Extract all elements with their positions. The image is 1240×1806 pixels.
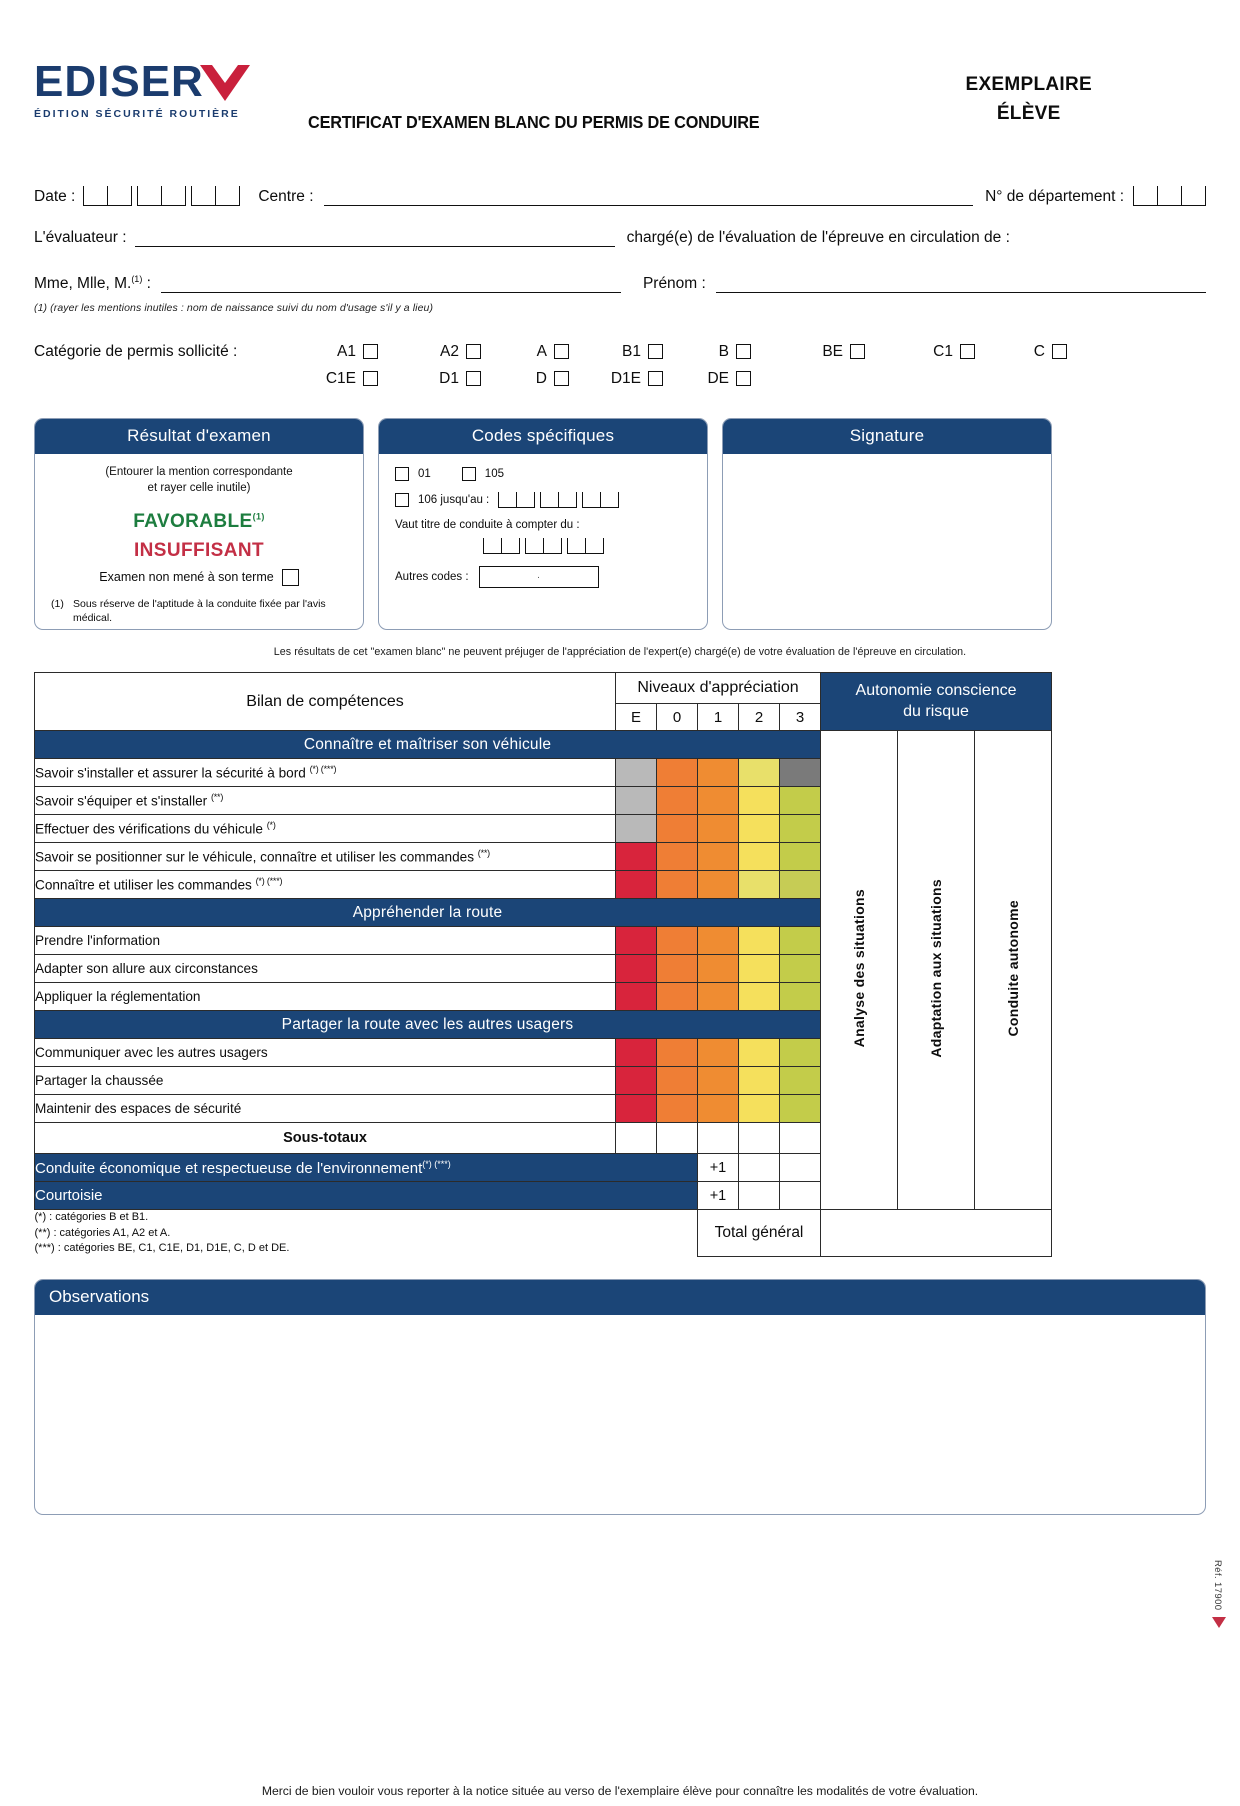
nom-usage-footnote: (1) (rayer les mentions inutiles : nom de naissance suivi du nom d'usage s'il y a lieu) bbox=[34, 302, 434, 315]
result-non-mene-checkbox[interactable] bbox=[282, 569, 299, 586]
level-header-3: 3 bbox=[780, 704, 821, 731]
level-cell-E[interactable] bbox=[616, 983, 657, 1011]
legend-line-3: (***) : catégories BE, C1, C1E, D1, D1E, C, D et DE. bbox=[34, 1242, 290, 1255]
category-option-be[interactable] bbox=[751, 343, 865, 361]
skill-label: Prendre l'information bbox=[35, 927, 616, 955]
level-cell-2[interactable] bbox=[739, 1095, 780, 1123]
legend-line-2: (**) : catégories A1, A2 et A. bbox=[34, 1226, 171, 1239]
bonus-blank-3[interactable] bbox=[739, 1182, 780, 1210]
result-non-mene[interactable] bbox=[47, 569, 351, 586]
level-cell-3[interactable] bbox=[780, 787, 821, 815]
level-cell-E[interactable] bbox=[616, 1039, 657, 1067]
date-day-group[interactable] bbox=[83, 186, 132, 206]
level-header-2: 2 bbox=[739, 704, 780, 731]
level-cell-E[interactable] bbox=[616, 1095, 657, 1123]
skill-marker: (**) bbox=[477, 848, 490, 859]
code-106-date-input[interactable] bbox=[498, 492, 619, 508]
level-cell-3[interactable] bbox=[780, 759, 821, 787]
skill-label bbox=[35, 815, 616, 843]
subtotals-label: Sous-totaux bbox=[35, 1123, 616, 1154]
category-option-d[interactable] bbox=[481, 370, 569, 388]
category-label: B1 bbox=[622, 342, 641, 360]
category-checkbox[interactable] bbox=[850, 344, 865, 359]
logo-name: EDISER bbox=[34, 57, 204, 106]
category-checkbox[interactable] bbox=[554, 371, 569, 386]
logo-wordmark bbox=[34, 57, 284, 106]
result-insuffisant[interactable]: INSUFFISANT bbox=[133, 539, 264, 561]
departement-label: N° de département : bbox=[985, 188, 1124, 205]
category-option-d1e[interactable] bbox=[569, 370, 663, 388]
section-title-1: Connaître et maîtriser son véhicule bbox=[35, 731, 821, 759]
autonomy-col-conduite bbox=[975, 731, 1052, 1210]
category-label: C1E bbox=[325, 369, 356, 387]
category-option-c1e[interactable] bbox=[276, 370, 378, 388]
row-evaluateur bbox=[34, 229, 1206, 247]
legend-total-row bbox=[35, 1210, 1052, 1257]
code-106-month[interactable] bbox=[540, 492, 577, 508]
category-label: B bbox=[718, 342, 729, 360]
vaut-titre-date-row bbox=[395, 538, 691, 554]
header-autonomie bbox=[821, 673, 1052, 731]
code-106-day[interactable] bbox=[498, 492, 535, 508]
resultat-hint bbox=[47, 464, 351, 497]
level-cell-0[interactable] bbox=[657, 983, 698, 1011]
subtotal-cell-2[interactable] bbox=[739, 1123, 780, 1154]
level-cell-2[interactable] bbox=[739, 843, 780, 871]
category-checkbox[interactable] bbox=[736, 371, 751, 386]
level-cell-0[interactable] bbox=[657, 815, 698, 843]
evaluateur-label: L'évaluateur : bbox=[34, 229, 127, 246]
chevron-heart-icon bbox=[198, 63, 252, 103]
level-cell-3[interactable] bbox=[780, 983, 821, 1011]
bonus-marker: (*) (***) bbox=[422, 1158, 451, 1169]
category-checkbox[interactable] bbox=[466, 344, 481, 359]
date-label: Date : bbox=[34, 188, 76, 205]
departement-input[interactable] bbox=[1133, 186, 1206, 206]
category-checkbox[interactable] bbox=[736, 344, 751, 359]
level-header-E: E bbox=[616, 704, 657, 731]
code-105-label: 105 bbox=[484, 468, 504, 481]
skill-text: Connaître et utiliser les commandes bbox=[35, 877, 256, 893]
category-option-de[interactable] bbox=[663, 370, 751, 388]
level-cell-0[interactable] bbox=[657, 787, 698, 815]
resultat-footnote-text: Sous réserve de l'aptitude à la conduite fixée par l'avis médical. bbox=[73, 597, 326, 624]
level-cell-1[interactable] bbox=[698, 1067, 739, 1095]
autres-codes-label: Autres codes : bbox=[395, 571, 469, 584]
charge-label: chargé(e) de l'évaluation de l'épreuve en circulation de : bbox=[626, 229, 1010, 246]
level-cell-E[interactable] bbox=[616, 927, 657, 955]
category-label: D1E bbox=[610, 369, 641, 387]
certificate-page bbox=[0, 52, 1240, 1806]
code-106-year[interactable] bbox=[582, 492, 619, 508]
civilite-label bbox=[34, 270, 151, 293]
footnote-legend bbox=[35, 1210, 698, 1257]
code-01-label: 01 bbox=[418, 468, 431, 481]
panels-row bbox=[34, 418, 1206, 630]
section-header-row bbox=[35, 731, 1052, 759]
level-cell-1[interactable] bbox=[698, 787, 739, 815]
level-cell-0[interactable] bbox=[657, 927, 698, 955]
prenom-label: Prénom : bbox=[642, 275, 706, 293]
panel-signature-title: Signature bbox=[723, 419, 1051, 454]
category-checkbox[interactable] bbox=[648, 344, 663, 359]
skill-marker: (*) (***) bbox=[255, 876, 283, 887]
skill-label bbox=[35, 871, 616, 899]
category-option-b[interactable] bbox=[663, 343, 751, 361]
logo-tagline: ÉDITION SÉCURITÉ ROUTIÈRE bbox=[34, 108, 240, 120]
level-cell-1[interactable] bbox=[698, 843, 739, 871]
level-cell-1[interactable] bbox=[698, 815, 739, 843]
subtotal-cell-3[interactable] bbox=[780, 1123, 821, 1154]
bonus-text: Conduite économique et respectueuse de l'environnement bbox=[35, 1159, 423, 1177]
header-niveaux: Niveaux d'appréciation bbox=[616, 673, 821, 704]
category-label: D1 bbox=[439, 369, 459, 387]
document-header bbox=[0, 52, 1240, 162]
copy-line-1: EXEMPLAIRE bbox=[965, 74, 1092, 95]
autonomy-col-analyse bbox=[821, 731, 898, 1210]
departement-group[interactable] bbox=[1133, 186, 1206, 206]
level-cell-3[interactable] bbox=[780, 927, 821, 955]
level-cell-0[interactable] bbox=[657, 759, 698, 787]
bonus-label-environnement bbox=[35, 1154, 698, 1182]
level-cell-2[interactable] bbox=[739, 759, 780, 787]
category-checkbox[interactable] bbox=[1052, 344, 1067, 359]
observations-title: Observations bbox=[35, 1280, 1205, 1315]
level-cell-2[interactable] bbox=[739, 1039, 780, 1067]
category-label: D bbox=[535, 369, 547, 387]
vaut-titre-date-input[interactable] bbox=[483, 538, 604, 554]
table-header-row-1 bbox=[35, 673, 1052, 704]
code-106-checkbox[interactable] bbox=[395, 493, 409, 507]
skill-text: Savoir s'installer et assurer la sécurité à bord bbox=[35, 765, 310, 781]
date-month-group[interactable] bbox=[137, 186, 186, 206]
autonomy-col-adaptation-label: Adaptation aux situations bbox=[928, 879, 945, 1058]
subtotal-cell-E[interactable] bbox=[616, 1123, 657, 1154]
level-cell-E[interactable] bbox=[616, 787, 657, 815]
section-title-2: Appréhender la route bbox=[35, 899, 821, 927]
level-cell-2[interactable] bbox=[739, 955, 780, 983]
subtotal-cell-0[interactable] bbox=[657, 1123, 698, 1154]
legend-line-1: (*) : catégories B et B1. bbox=[34, 1211, 149, 1224]
categories-row-1 bbox=[34, 338, 1240, 365]
bonus-value-environnement: +1 bbox=[698, 1154, 739, 1182]
skill-label: Maintenir des espaces de sécurité bbox=[35, 1095, 616, 1123]
skill-label bbox=[35, 759, 616, 787]
date-input[interactable] bbox=[83, 186, 240, 206]
code-106-label: 106 jusqu'au : bbox=[418, 494, 490, 507]
categories-row-2 bbox=[34, 365, 1240, 392]
competency-table-wrap bbox=[34, 672, 1206, 1257]
civilite-colon: : bbox=[142, 275, 151, 293]
date-year-group[interactable] bbox=[191, 186, 240, 206]
categories-label: Catégorie de permis sollicité : bbox=[34, 342, 238, 360]
level-cell-E[interactable] bbox=[616, 759, 657, 787]
category-label: BE bbox=[822, 342, 843, 360]
level-cell-0[interactable] bbox=[657, 843, 698, 871]
level-cell-0[interactable] bbox=[657, 871, 698, 899]
code-105-checkbox[interactable] bbox=[462, 467, 476, 481]
level-cell-0[interactable] bbox=[657, 955, 698, 983]
result-favorable-marker: (1) bbox=[252, 511, 265, 522]
centre-label: Centre : bbox=[258, 188, 314, 205]
level-cell-1[interactable] bbox=[698, 1039, 739, 1067]
skill-label bbox=[35, 843, 616, 871]
level-cell-E[interactable] bbox=[616, 955, 657, 983]
bonus-blank-1[interactable] bbox=[739, 1154, 780, 1182]
subtotal-cell-1[interactable] bbox=[698, 1123, 739, 1154]
evaluateur-input[interactable] bbox=[135, 229, 615, 247]
skill-marker: (*) (***) bbox=[309, 764, 337, 775]
panel-resultat-body bbox=[35, 454, 363, 625]
ediser-logo bbox=[34, 57, 284, 120]
category-option-a[interactable] bbox=[481, 343, 569, 361]
header-bilan: Bilan de compétences bbox=[35, 673, 616, 731]
category-label: A1 bbox=[337, 342, 356, 360]
level-cell-3[interactable] bbox=[780, 955, 821, 983]
permit-categories bbox=[34, 338, 1240, 392]
level-cell-3[interactable] bbox=[780, 843, 821, 871]
total-general-value[interactable] bbox=[821, 1210, 1052, 1257]
level-cell-2[interactable] bbox=[739, 787, 780, 815]
level-cell-3[interactable] bbox=[780, 1067, 821, 1095]
level-cell-E[interactable] bbox=[616, 815, 657, 843]
resultat-hint-line1: (Entourer la mention correspondante bbox=[105, 466, 293, 479]
result-favorable-label: FAVORABLE bbox=[133, 510, 253, 532]
bonus-blank-2[interactable] bbox=[780, 1154, 821, 1182]
level-cell-2[interactable] bbox=[739, 815, 780, 843]
code-106-row bbox=[395, 492, 691, 508]
level-cell-0[interactable] bbox=[657, 1095, 698, 1123]
skill-label: Communiquer avec les autres usagers bbox=[35, 1039, 616, 1067]
category-label: C bbox=[1033, 342, 1045, 360]
panel-codes-body bbox=[379, 454, 707, 588]
vaut-month[interactable] bbox=[525, 538, 562, 554]
category-option-b1[interactable] bbox=[569, 343, 663, 361]
level-cell-2[interactable] bbox=[739, 1067, 780, 1095]
panel-resultat-title: Résultat d'examen bbox=[35, 419, 363, 454]
row-nom-prenom bbox=[34, 270, 1206, 293]
level-cell-1[interactable] bbox=[698, 955, 739, 983]
category-label: A2 bbox=[440, 342, 459, 360]
category-checkbox[interactable] bbox=[648, 371, 663, 386]
category-label: C1 bbox=[933, 342, 953, 360]
form-fields bbox=[0, 186, 1240, 293]
autonomy-col-adaptation bbox=[898, 731, 975, 1210]
total-general-label: Total général bbox=[698, 1210, 821, 1257]
level-cell-3[interactable] bbox=[780, 871, 821, 899]
row-date-centre-departement bbox=[34, 186, 1206, 206]
category-label: DE bbox=[707, 369, 729, 387]
level-cell-3[interactable] bbox=[780, 1095, 821, 1123]
level-header-0: 0 bbox=[657, 704, 698, 731]
bonus-blank-4[interactable] bbox=[780, 1182, 821, 1210]
centre-input[interactable] bbox=[324, 188, 974, 206]
level-cell-1[interactable] bbox=[698, 1095, 739, 1123]
skill-text: Savoir s'équiper et s'installer bbox=[35, 793, 211, 809]
signature-area[interactable] bbox=[723, 454, 1051, 622]
panel-resultat-examen bbox=[34, 418, 364, 630]
copy-line-2: ÉLÈVE bbox=[996, 103, 1061, 125]
panel-signature bbox=[722, 418, 1052, 630]
resultat-hint-line2: et rayer celle inutile) bbox=[147, 482, 251, 495]
autres-codes-input[interactable]: · bbox=[479, 566, 599, 588]
category-checkbox[interactable] bbox=[554, 344, 569, 359]
level-cell-1[interactable] bbox=[698, 927, 739, 955]
civilite-footnote-marker: (1) bbox=[131, 274, 143, 284]
category-checkbox[interactable] bbox=[466, 371, 481, 386]
panel-codes-title: Codes spécifiques bbox=[379, 419, 707, 454]
observations-panel bbox=[34, 1279, 1206, 1515]
down-arrow-icon bbox=[1212, 1617, 1226, 1628]
bonus-value-courtoisie: +1 bbox=[698, 1182, 739, 1210]
level-cell-E[interactable] bbox=[616, 843, 657, 871]
level-cell-0[interactable] bbox=[657, 1067, 698, 1095]
code-01-checkbox[interactable] bbox=[395, 467, 409, 481]
section-title-3: Partager la route avec les autres usagers bbox=[35, 1011, 821, 1039]
result-favorable[interactable] bbox=[47, 511, 351, 533]
autres-codes-row bbox=[395, 566, 691, 588]
resultat-footnote-num: (1) bbox=[51, 597, 64, 610]
vaut-titre-label: Vaut titre de conduite à compter du : bbox=[395, 519, 580, 532]
autonomy-col-analyse-label: Analyse des situations bbox=[851, 889, 868, 1048]
category-checkbox[interactable] bbox=[363, 344, 378, 359]
reference-number: Réf. 17900 bbox=[1212, 1559, 1223, 1610]
skill-marker: (**) bbox=[210, 792, 224, 803]
level-cell-2[interactable] bbox=[739, 983, 780, 1011]
result-non-mene-label: Examen non mené à son terme bbox=[99, 570, 274, 585]
level-cell-1[interactable] bbox=[698, 983, 739, 1011]
category-option-c[interactable] bbox=[975, 343, 1067, 361]
autonomy-col-conduite-label: Conduite autonome bbox=[1005, 900, 1022, 1037]
copy-designation bbox=[965, 70, 1092, 129]
skill-text: Effectuer des vérifications du véhicule bbox=[35, 821, 267, 837]
panel-codes-specifiques bbox=[378, 418, 708, 630]
level-cell-1[interactable] bbox=[698, 871, 739, 899]
skill-marker: (*) bbox=[266, 820, 276, 831]
skill-label bbox=[35, 787, 616, 815]
category-option-a2[interactable] bbox=[378, 343, 481, 361]
skill-label: Partager la chaussée bbox=[35, 1067, 616, 1095]
category-option-d1[interactable] bbox=[378, 370, 481, 388]
page-title: CERTIFICAT D'EXAMEN BLANC DU PERMIS DE CONDUIRE bbox=[308, 112, 760, 132]
level-cell-0[interactable] bbox=[657, 1039, 698, 1067]
competency-table bbox=[34, 672, 1052, 1257]
level-cell-2[interactable] bbox=[739, 927, 780, 955]
category-label: A bbox=[536, 342, 547, 360]
skill-label: Adapter son allure aux circonstances bbox=[35, 955, 616, 983]
category-checkbox[interactable] bbox=[960, 344, 975, 359]
bonus-label-courtoisie: Courtoisie bbox=[35, 1182, 698, 1210]
resultat-footnote bbox=[47, 597, 351, 625]
observations-textarea[interactable] bbox=[35, 1315, 1205, 1505]
footer-message: Merci de bien vouloir vous reporter à la notice située au verso de l'exemplaire élève pour connaître les modalités de votre évaluation. bbox=[261, 1784, 979, 1798]
nom-input[interactable] bbox=[161, 275, 621, 293]
level-cell-3[interactable] bbox=[780, 815, 821, 843]
exam-disclaimer: Les résultats de cet "examen blanc" ne peuvent préjuger de l'appréciation de l'expert(e) chargé(e) de votre évaluation de l'épreuve en circulation. bbox=[273, 646, 967, 659]
level-cell-3[interactable] bbox=[780, 1039, 821, 1067]
level-header-1: 1 bbox=[698, 704, 739, 731]
codes-simple-row bbox=[395, 467, 691, 481]
vaut-year[interactable] bbox=[567, 538, 604, 554]
category-checkbox[interactable] bbox=[363, 371, 378, 386]
civilite-text: Mme, Mlle, M. bbox=[34, 275, 132, 293]
level-cell-2[interactable] bbox=[739, 871, 780, 899]
header-autonomie-line2: du risque bbox=[903, 702, 969, 720]
vaut-day[interactable] bbox=[483, 538, 520, 554]
level-cell-E[interactable] bbox=[616, 1067, 657, 1095]
skill-text: Savoir se positionner sur le véhicule, connaître et utiliser les commandes bbox=[35, 849, 478, 865]
prenom-input[interactable] bbox=[716, 275, 1206, 293]
category-option-a1[interactable] bbox=[276, 343, 378, 361]
category-option-c1[interactable] bbox=[865, 343, 975, 361]
level-cell-1[interactable] bbox=[698, 759, 739, 787]
skill-label: Appliquer la réglementation bbox=[35, 983, 616, 1011]
level-cell-E[interactable] bbox=[616, 871, 657, 899]
header-autonomie-line1: Autonomie conscience bbox=[855, 682, 1017, 700]
